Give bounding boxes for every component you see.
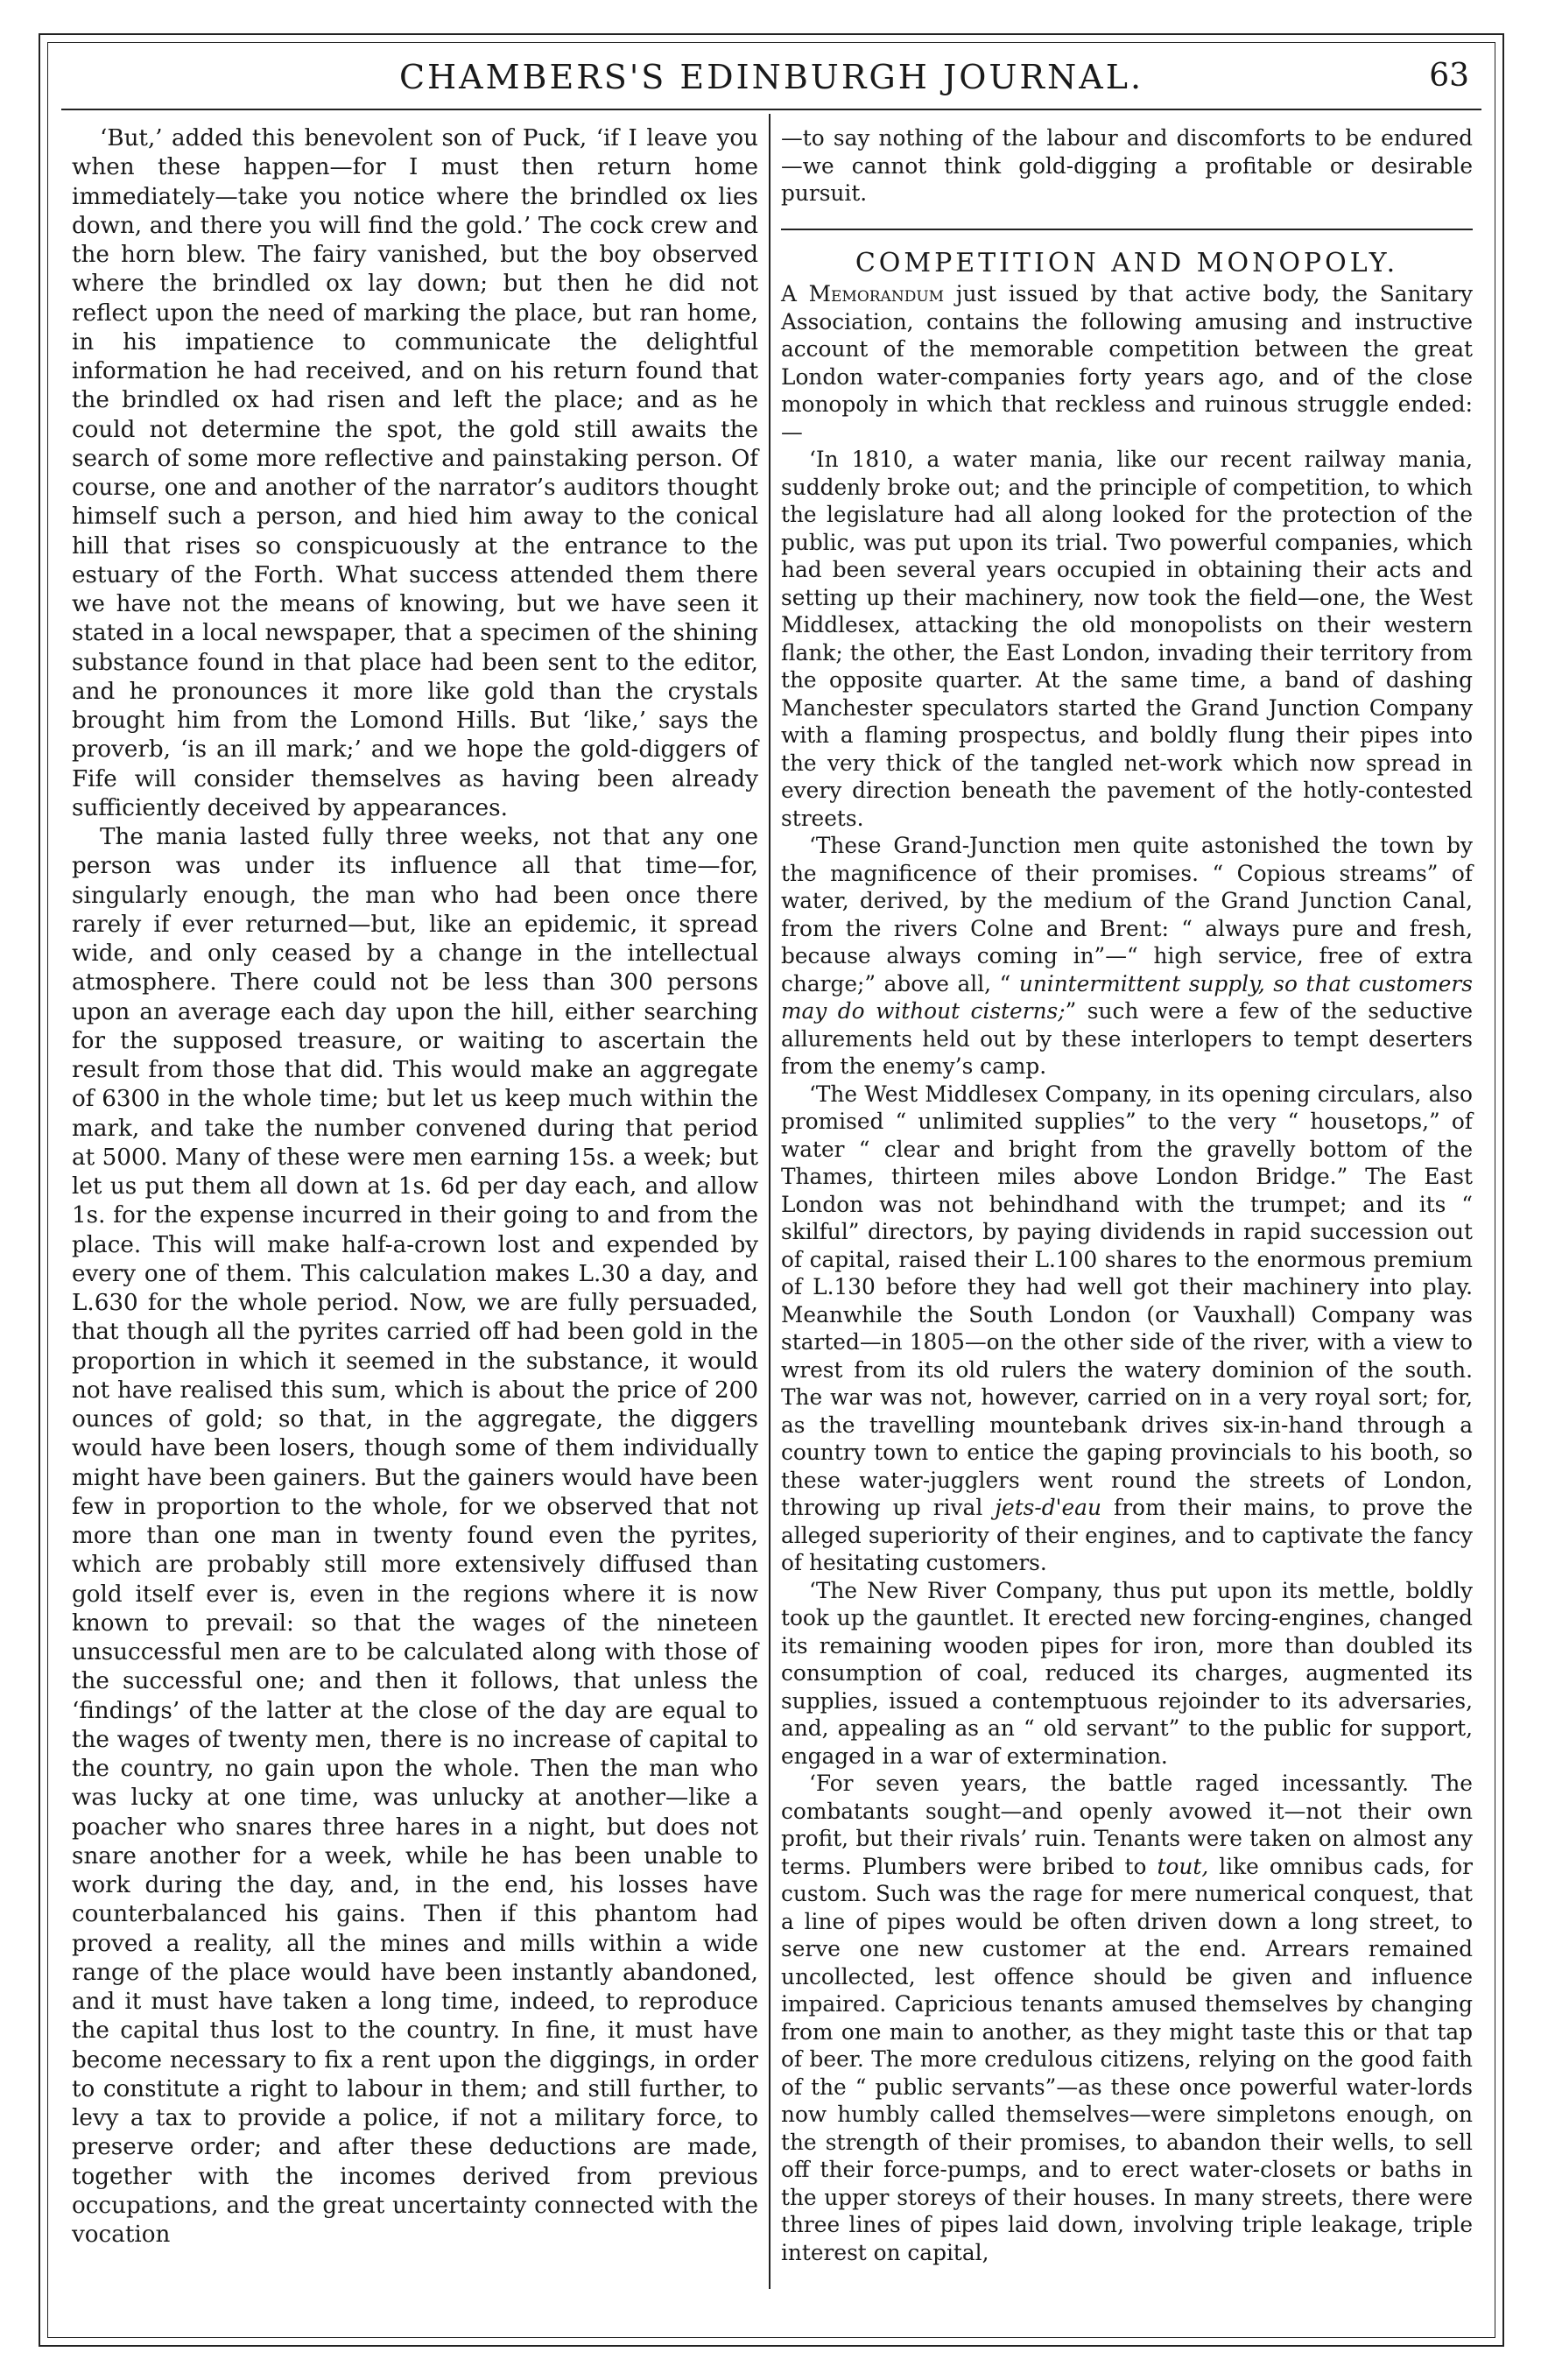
running-title: CHAMBERS'S EDINBURGH JOURNAL. (398, 58, 1144, 96)
text-run: ” such were a few of the seductive allurements held out by these interlopers to tempt deserters from the enemy’s camp. (781, 998, 1474, 1079)
intro-smallcaps: A Memorandum (781, 281, 945, 306)
intro-text: just issued by that active body, the Sanitary Association, contains the following amusing and instructive account of the memorable competition between the great London water-companies forty years ago, and of the close monopoly in which that reckless and ruinous struggle ended:— (781, 281, 1473, 445)
body-paragraph: ‘The New River Company, thus put upon its mettle, boldly took up the gauntlet. It erected new forcing-engines, changed its remaining wooden pipes for iron, more than doubled its consumption of coal, reduced its charges, augmented its supplies, issued a contemptuous rejoinder to its adversaries, and, appealing as an “ old servant” to the public for support, engaged in a war of extermination. (781, 1577, 1473, 1769)
intro-paragraph (781, 280, 1473, 446)
left-column (72, 124, 758, 2250)
italic-run: unintermittent supply, so that customers may do without cisterns; (781, 970, 1474, 1024)
text-run: from their mains, to prove the alleged superiority of their engines, and to captivate the fancy of hesitating customers. (781, 1495, 1474, 1575)
body-paragraph (781, 1081, 1473, 1577)
text-run: ‘The West Middlesex Company, in its opening circulars, also promised “ unlimited supplies” to the very “ housetops,” of water “ clear and bright from the gravelly bottom of the Thames, thirteen miles above London Bridge.” The East London was not behindhand with the trumpet; and its “ skilful” directors, by paying dividends in rapid succession out of capital, raised their L.100 shares to the enormous premium of L.130 before they had well got their machinery into play. Meanwhile the South London (or Vauxhall) Company was started—in 1805—on the other side of the river, with a view to wrest from its old rulers the watery dominion of the south. The war was not, however, carried on in a very royal sort; for, as the travelling mountebank drives six-in-hand through a country town to entice the gaping provincials to his booth, so these water-jugglers went round the streets of London, throwing up rival (781, 1081, 1473, 1520)
body-paragraph: ‘But,’ added this benevolent son of Puck, ‘if I leave you when these happen—for I must then return home immediately—take you notice where the brindled ox lies down, and there you will find the gold.’ The cock crew and the horn blew. The fairy vanished, but the boy observed where the brindled ox lay down; but then he did not reflect upon the need of marking the place, but ran home, in his impatience to communicate the delightful information he had received, and on his return found that the brindled ox had risen and left the place; and as he could not determine the spot, the gold still awaits the search of some more reflective and painstaking person. Of course, one and another of the narrator’s auditors thought himself such a person, and hied him away to the conical hill that rises so conspicuously at the entrance to the estuary of the Forth. What success attended them there we have not the means of knowing, but we have seen it stated in a local newspaper, that a specimen of the shining substance found in that place had been sent to the editor, and he pronounces it more like gold than the crystals brought him from the Lomond Hills. But ‘like,’ says the proverb, ‘is an ill mark;’ and we hope the gold-diggers of Fife will consider themselves as having been already sufficiently deceived by appearances. (72, 125, 758, 821)
section-rule (781, 229, 1473, 230)
right-column (781, 124, 1473, 2266)
page-number: 63 (1429, 58, 1469, 94)
body-paragraph: ‘In 1810, a water mania, like our recent railway mania, suddenly broke out; and the principle of competition, to which the legislature had all along looked for the protection of the public, was put upon its trial. Two powerful companies, which had been several years occupied in obtaining their acts and setting up their machinery, now took the field—one, the West Middlesex, attacking the old monopolists on their western flank; the other, the East London, invading their territory from the opposite quarter. At the same time, a band of dashing Manchester speculators started the Grand Junction Company with a flaming prospectus, and boldly flung their pipes into the very thick of the tangled net-work which now spread in every direction beneath the pavement of the hotly-contested streets. (781, 447, 1473, 831)
body-paragraph (781, 1770, 1473, 2266)
italic-run: tout, (1157, 1853, 1209, 1879)
continued-paragraph: —to say nothing of the labour and discomforts to be endured—we cannot think gold-digging a profitable or desirable pursuit. (781, 125, 1473, 206)
header-rule (61, 109, 1481, 110)
body-paragraph: The mania lasted fully three weeks, not that any one person was under its influence all that time—for, singularly enough, the man who had been once there rarely if ever returned—but, like an epidemic, it spread wide, and only ceased by a change in the intellectual atmosphere. There could not be less than 300 persons upon an average each day upon the hill, either searching for the supposed treasure, or waiting to ascertain the result from those that did. This would make an aggregate of 6300 in the whole time; but let us keep much within the mark, and take the number convened during that period at 5000. Many of these were men earning 15s. a week; but let us put them all down at 1s. 6d per day each, and allow 1s. for the expense incurred in their going to and from the place. This will make half-a-crown lost and expended by every one of them. This calculation makes L.30 a day, and L.630 for the whole period. Now, we are fully persuaded, that though all the pyrites carried off had been gold in the proportion in which it seemed in the substance, it would not have realised this sum, which is about the price of 200 ounces of gold; so that, in the aggregate, the diggers would have been losers, though some of them individually might have been gainers. But the gainers would have been few in proportion to the whole, for we observed that not more than one man in twenty found even the pyrites, which are probably still more extensively diffused than gold itself ever is, even in the regions where it is now known to prevail: so that the wages of the nineteen unsuccessful men are to be calculated along with those of the successful one; and then it follows, that unless the ‘findings’ of the latter at the close of the day are equal to the wages of twenty men, there is no increase of capital to the country, no gain upon the whole. Then the man who was lucky at one time, was unlucky at another—like a poacher who snares three hares in a night, but does not snare another for a week, while he has been unable to work during the day, and, in the end, his losses have counterbalanced his gains. Then if this phantom had proved a reality, all the mines and mills within a wide range of the place would have been instantly abandoned, and it must have taken a long time, indeed, to reproduce the capital thus lost to the country. In fine, it must have become necessary to fix a rent upon the diggings, in order to constitute a right to labour in them; and still further, to levy a tax to provide a police, if not a military force, to preserve order; and after these deductions are made, together with the incomes derived from previous occupations, and the great uncertainty connected with the vocation (72, 824, 758, 2248)
section-heading: COMPETITION AND MONOPOLY. (855, 247, 1399, 278)
text-run: like omnibus cads, for custom. Such was the rage for mere numerical conquest, that a line of pipes would be often driven down a long street, to serve one new customer at the end. Arrears remained uncollected, lest offence should be given and influence impaired. Capricious tenants amused themselves by changing from one main to another, as they might taste this or that tap of beer. The more credulous citizens, relying on the good faith of the “ public servants”—as these once powerful water-lords now humbly called themselves—were simpletons enough, on the strength of their promises, to abandon their wells, to sell off their force-pumps, and to erect water-closets or baths in the upper storeys of their houses. In many streets, there were three lines of pipes laid down, involving triple leakage, triple interest on capital, (781, 1853, 1474, 2265)
text-run: ‘These Grand-Junction men quite astonished the town by the magnificence of their promises. “ Copious streams” of water, derived, by the medium of the Grand Junction Canal, from the rivers Colne and Brent: “ always pure and fresh, because always coming in”—“ high service, free of extra charge;” above all, “ (781, 833, 1473, 996)
text-run: ‘For seven years, the battle raged incessantly. The combatants sought—and openly avowed it—not their own profit, but their rivals’ ruin. Tenants were taken on almost any terms. Plumbers were bribed to (781, 1771, 1473, 1879)
page-header (61, 53, 1481, 105)
body-paragraph (781, 832, 1473, 1081)
column-divider (769, 114, 770, 2289)
italic-run: jets-d'eau (995, 1495, 1101, 1520)
